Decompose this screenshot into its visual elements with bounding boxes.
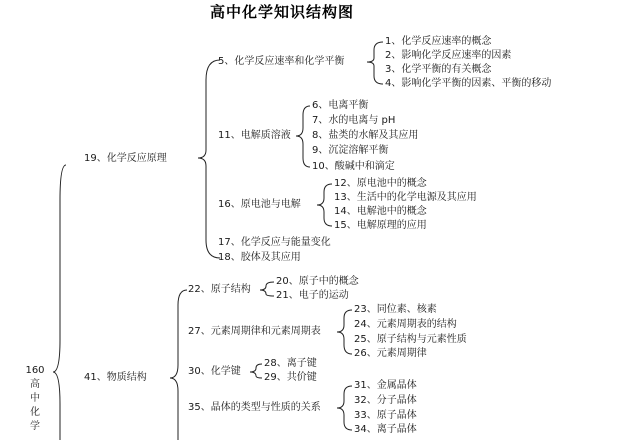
leaf-item: 1、化学反应速率的概念 [385, 36, 492, 47]
node-rate-equilibrium: 5、化学反应速率和化学平衡 [218, 56, 345, 67]
node-colloid: 18、胶体及其应用 [218, 252, 301, 263]
root-char: 化 [30, 407, 40, 418]
leaf-item: 21、电子的运动 [276, 290, 349, 301]
node-structure: 41、物质结构 [84, 372, 147, 383]
brace-crystal [337, 386, 352, 430]
node-atomic-structure: 22、原子结构 [188, 284, 251, 295]
leaf-item: 26、元素周期律 [354, 348, 427, 359]
brace-structure [170, 290, 187, 440]
leaf-item: 29、共价键 [264, 372, 317, 383]
brace-periodic [337, 310, 352, 354]
leaf-item: 10、酸碱中和滴定 [312, 161, 395, 172]
leaf-item: 8、盐类的水解及其应用 [312, 130, 419, 141]
leaf-item: 25、原子结构与元素性质 [354, 334, 467, 345]
node-energy-change: 17、化学反应与能量变化 [218, 237, 331, 248]
leaf-item: 20、原子中的概念 [276, 276, 359, 287]
node-periodic: 27、元素周期律和元素周期表 [188, 326, 321, 337]
root-char: 高 [30, 379, 40, 390]
node-reaction-principles: 19、化学反应原理 [84, 153, 167, 164]
brace-atomic [260, 282, 274, 296]
root-char: 中 [30, 393, 40, 404]
leaf-item: 15、电解原理的应用 [334, 220, 427, 231]
leaf-item: 13、生活中的化学电源及其应用 [334, 192, 477, 203]
brace-reaction-principles [198, 60, 220, 258]
leaf-item: 4、影响化学平衡的因素、平衡的移动 [385, 78, 552, 89]
leaf-item: 9、沉淀溶解平衡 [312, 145, 389, 156]
brace-chemical-bond [250, 364, 262, 378]
leaf-item: 2、影响化学反应速率的因素 [385, 50, 512, 61]
brace-root [53, 165, 66, 440]
leaf-item: 32、分子晶体 [354, 395, 417, 406]
leaf-item: 14、电解池中的概念 [334, 206, 427, 217]
leaf-item: 24、元素周期表的结构 [354, 319, 457, 330]
root-char: 学 [30, 421, 40, 432]
leaf-item: 28、离子键 [264, 358, 317, 369]
node-battery-electrolysis: 16、原电池与电解 [218, 199, 301, 210]
leaf-item: 7、水的电离与 pH [312, 115, 396, 126]
leaf-item: 12、原电池中的概念 [334, 178, 427, 189]
brace-battery [317, 184, 332, 226]
node-crystal: 35、晶体的类型与性质的关系 [188, 402, 321, 413]
leaf-item: 31、金属晶体 [354, 380, 417, 391]
leaf-item: 3、化学平衡的有关概念 [385, 64, 492, 75]
leaf-item: 33、原子晶体 [354, 410, 417, 421]
page-title: 高中化学知识结构图 [210, 3, 355, 21]
leaf-item: 23、同位素、核素 [354, 304, 437, 315]
leaf-item: 34、离子晶体 [354, 424, 417, 435]
root-number: 160 [25, 365, 45, 376]
node-chemical-bond: 30、化学键 [188, 366, 241, 377]
node-electrolyte-solution: 11、电解质溶液 [218, 130, 291, 141]
leaf-item: 6、电离平衡 [312, 100, 369, 111]
brace-rate-equilibrium [367, 42, 383, 84]
brace-electrolyte [296, 106, 310, 167]
